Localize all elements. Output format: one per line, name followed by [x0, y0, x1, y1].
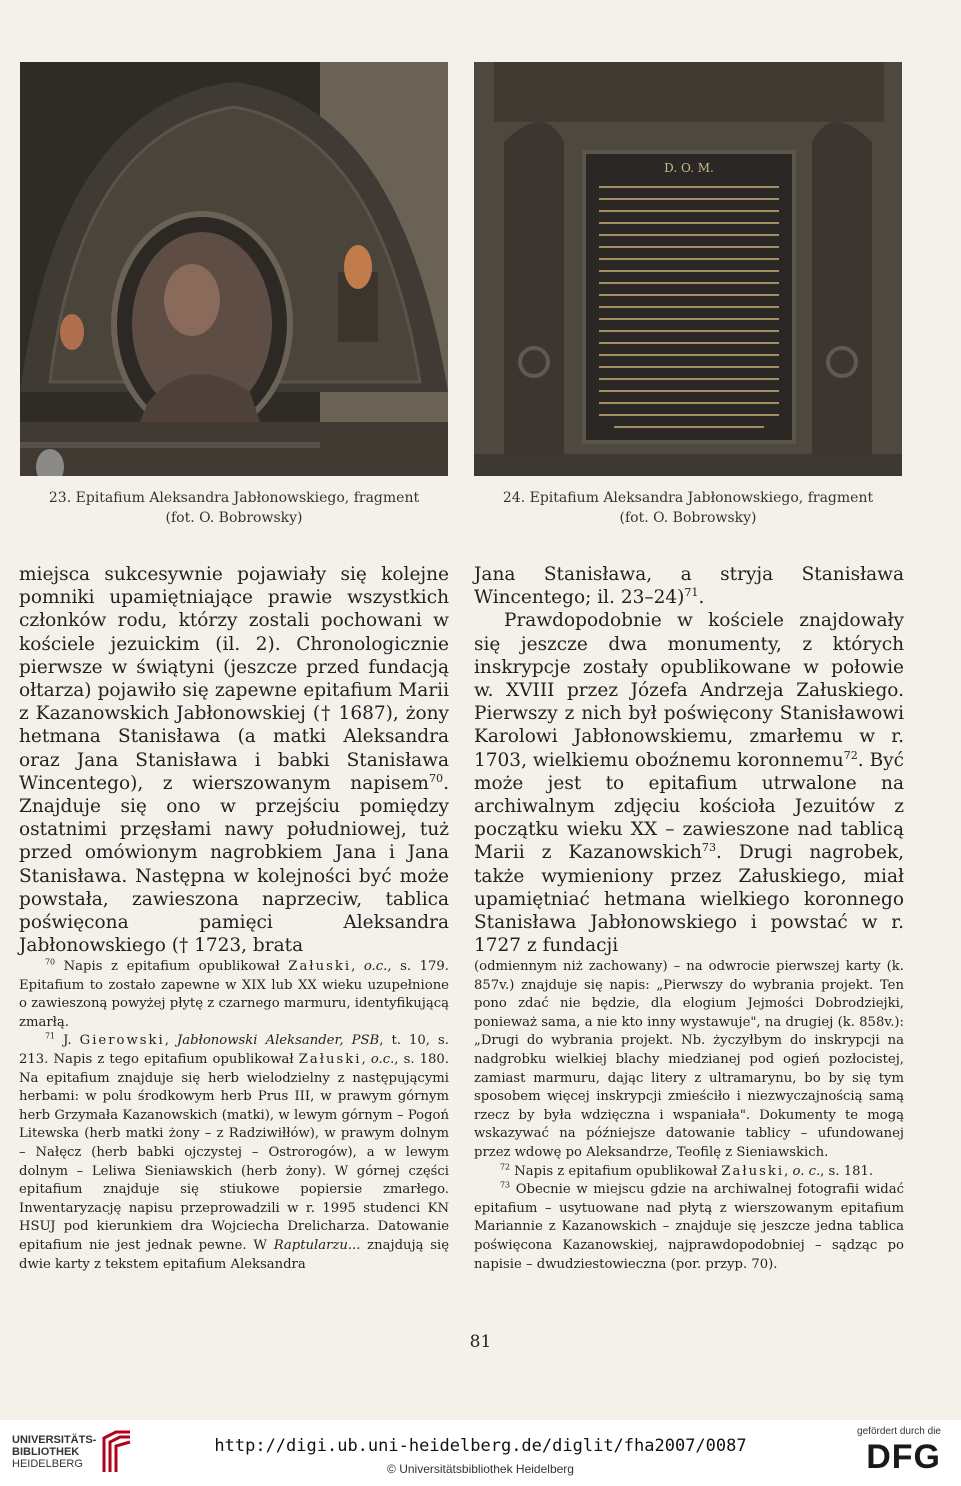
- body-paragraph: Prawdopodobnie w kościele znajdowały się jeszcze dwa monumenty, z których inskrypcje zostały opublikowane w połowie w. XVIII przez Józefa Andrzeja Załuskiego. Pierwszy z nich był poświęcony Stanisławowi Karolowi Jabłonowskiemu, zmarłemu w r. 1703, wielkiemu oboźnemu koronnemu$^{72}$. Być może jest to epitafium utrwalone na archiwalnym zdjęciu kościoła Jezuitów z początku wieku XX – zawieszone nad tablicą Marii z Kazanowskich$^{73}$. Drugi nagrobek, także wymieniony przez Załuskiego, miał upamiętniać hetmana wielkiego koronnego Stanisława Jabłonowskiego i powstać w r. 1727 z fundacji: [474, 610, 904, 957]
- footnotes-right: [474, 958, 904, 1274]
- footnote-73: $^{73}$ Obecnie w miejscu gdzie na archiwalnej fotografii widać epitafium – usytuowane nad płytą z wierszowanym epitafium Mariannie z Kazanowskich – znajduje się jeszcze jedna tablica poświęcona Kazanowskiej, najprawdopodobniej – sądząc po napisie – dwudziestowieczna (por. przyp. 70).: [474, 1180, 904, 1272]
- footnote-ref-71[interactable]: 71: [684, 586, 699, 600]
- footnote-ref-72[interactable]: 72: [843, 748, 858, 762]
- footnote-70: $^{70}$ Napis z epitafium opublikował Załuski, o.c., s. 179. Epitafium to zostało zapewne w XIX lub XX wieku uzupełnione o zawieszoną powyżej płytę z czarnego marmuru, identyfikującą zmarłą.: [19, 957, 450, 1030]
- figure-23-caption-line1: 23. Epitafium Aleksandra Jabłonowskiego, fragment: [48, 490, 420, 506]
- copyright-notice: © Universitätsbibliothek Heidelberg: [387, 1462, 574, 1476]
- footnote-ref-73[interactable]: 73: [701, 841, 717, 855]
- footnote-ref-70[interactable]: 70: [428, 771, 444, 785]
- body-column-right: [474, 563, 904, 957]
- figure-24-photo: [474, 62, 902, 476]
- figure-23-photo: [20, 62, 448, 476]
- figure-23-caption: [20, 488, 448, 528]
- library-name-line1: UNIVERSITÄTS-: [12, 1434, 97, 1446]
- figure-24-caption: [474, 488, 902, 528]
- body-paragraph: miejsca sukcesywnie pojawiały się kolejne pomniki upamiętniające prawie wszystkich członków rodu, którzy zostali pochowani w kościele jezuickim (il. 2). Chronologicznie pierwsze w świątyni (jeszcze przed fundacją ołtarza) pojawiło się zapewne epitafium Marii z Kazanowskich Jabłonowskiej († 1687), żony hetmana Stanisława (a matki Aleksandra oraz Jana Stanisława i babki Stanisława Wincentego), z wierszowanym napisem$^{70}$. Znajduje się ono w przejściu pomiędzy ostatnimi przęsłami nawy południowej, tuż przed omówionym nagrobkiem Jana i Jana Stanisława. Następna w kolejności być może powstała, zawieszona naprzeciw, tablica poświęcona pamięci Aleksandra Jabłonowskiego († 1723, brata: [19, 564, 449, 957]
- epitaph-relief-image: [20, 62, 448, 476]
- figure-24-caption-line1: 24. Epitafium Aleksandra Jabłonowskiego, fragment: [502, 490, 874, 506]
- funding-note: gefördert durch die: [857, 1426, 941, 1437]
- figure-23-caption-line2: (fot. O. Bobrowsky): [165, 510, 303, 526]
- footnotes-left: [19, 958, 449, 1274]
- page-number: 81: [469, 1332, 492, 1352]
- dfg-logo[interactable]: DFG: [866, 1438, 941, 1476]
- inscription-heading: D. O. M.: [664, 161, 714, 175]
- body-paragraph: Jana Stanisława, a stryja Stanisława Wincentego; il. 23–24)$^{71}$.: [474, 564, 904, 609]
- library-name-line3: HEIDELBERG: [12, 1458, 83, 1470]
- epitaph-tablet-image: [474, 62, 902, 476]
- footnote-71: $^{71}$ J. Gierowski, Jabłonowski Aleksander, PSB, t. 10, s. 213. Napis z tego epitafium opublikował Załuski, o.c., s. 180. Na epitafium znajduje się herb wielodzielny z następującymi herbami: w polu środkowym herb Prus III, w prawym górnym herb Grzymała Kazanowskich (matki), w lewym górnym – Pogoń Litewska (herb matki żony – z Radziwiłłów), w prawym dolnym – Nałęcz (herb babki ojczystej – Ostrorogów), a w lewym dolnym – Leliwa Sieniawskich (herb żony). W górnej części epitafium znajduje się stiukowe popiersie zmarłego. Inwentaryzację napisu przeprowadzili w r. 1995 studenci KN HSUJ pod kierunkiem dra Wojciecha Drelicharza. Datowanie epitafium nie jest jednak pewne. W Raptularzu... znajdują się dwie karty z tekstem epitafium Aleksandra: [19, 1031, 450, 1272]
- figure-24-caption-line2: (fot. O. Bobrowsky): [619, 510, 757, 526]
- footnote-72: $^{72}$ Napis z epitafium opublikował Załuski, o. c., s. 181.: [500, 1162, 874, 1179]
- library-name-line2: BIBLIOTHEK: [12, 1446, 80, 1458]
- footnote-71-continued: (odmiennym niż zachowany) – na odwrocie pierwszej karty (k. 857v.) znajduje się napis: „Pierwszy do wybrania projekt. Ten pono zdać nie będzie, dla elogium Jejmości Dobrodziejki, ponieważ sama, a nie kto inny wystawuje", na drugiej (k. 858v.): „Drugi do wybrania projekt. Nb. życzyłbym do inskrypcji na nadgrobku wielkiej blachy miedzianej pod ogień pozłocistej, zamiast marmuru, dając litery z ultramarynu, bo by się tym sposobem więcej inskrypcji zmieściło i niezwyczajnością samą rzecz by była wdzięczna i wspaniała". Dokumenty te mogą wskazywać na późniejsze datowanie tablicy – ufundowanej przez wdowę po Aleksandrze, Teofilę z Sieniawskich.: [474, 959, 904, 1160]
- permalink-url[interactable]: http://digi.ub.uni-heidelberg.de/diglit/fha2007/0087: [214, 1436, 747, 1456]
- body-column-left: [19, 563, 449, 957]
- digitization-footer: [0, 1420, 961, 1486]
